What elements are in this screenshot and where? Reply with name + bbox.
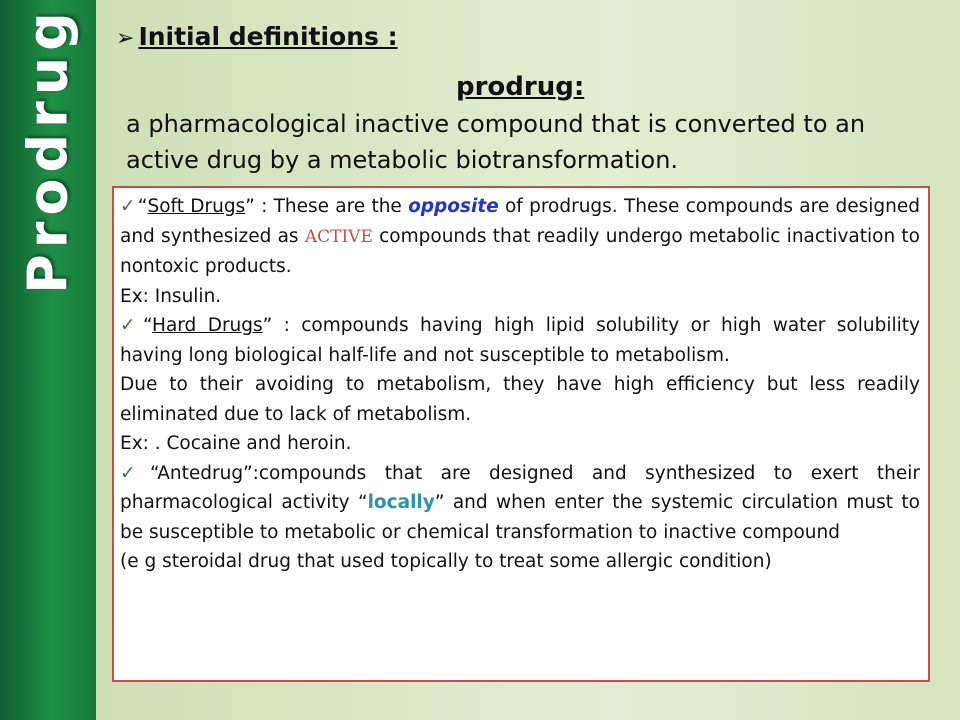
soft-drugs-paragraph: ✓ “Soft Drugs” : These are the opposite of prodrugs. These compounds are designed and synthesized as ACTIVE compounds that readily undergo metabolic inactivation to nontoxic products. (120, 196, 921, 277)
sidebar-title: Prodrug (16, 6, 80, 294)
arrow-bullet-icon: ➢ (116, 26, 135, 51)
hard-drugs-term: Hard Drugs (152, 315, 263, 336)
term-definition: a pharmacological inactive compound that is converted to an active drug by a metabolic biotransformation. (126, 110, 866, 174)
section-heading (116, 22, 398, 51)
sidebar (0, 0, 96, 720)
antedrug-paragraph: ✓ “Antedrug”:compounds that are designed and synthesized to exert their pharmacological activity “locally” and when enter the systemic circulation must to be susceptible to metabolic or chemical transformation to inactive compound (120, 462, 920, 543)
hard-drugs-paragraph: ✓ “Hard Drugs” : compounds having high lipid solubility or high water solubility having long biological half-life and not susceptible to metabolism. (120, 315, 920, 366)
antedrug-example: (e g steroidal drug that used topically to treat some allergic condition) (120, 551, 772, 572)
locally-emphasis: locally (367, 492, 435, 513)
term-title: prodrug: (456, 72, 585, 102)
soft-drugs-example: Ex: Insulin. (120, 285, 222, 307)
section-heading-text: Initial definitions : (138, 22, 398, 51)
opposite-emphasis: opposite (408, 196, 499, 217)
hard-drugs-note: Due to their avoiding to metabolism, they have high efficiency but less readily eliminated due to lack of metabolism. (120, 374, 920, 425)
definitions-box (112, 186, 930, 682)
slide-content (96, 0, 960, 720)
soft-drugs-term: Soft Drugs (147, 196, 246, 217)
checkmark-icon: ✓ (120, 315, 142, 336)
checkmark-icon: ✓ (120, 196, 136, 217)
hard-drugs-example: Ex: . Cocaine and heroin. (120, 433, 352, 454)
checkmark-icon: ✓ (120, 462, 149, 484)
active-emphasis: ACTIVE (304, 226, 373, 247)
